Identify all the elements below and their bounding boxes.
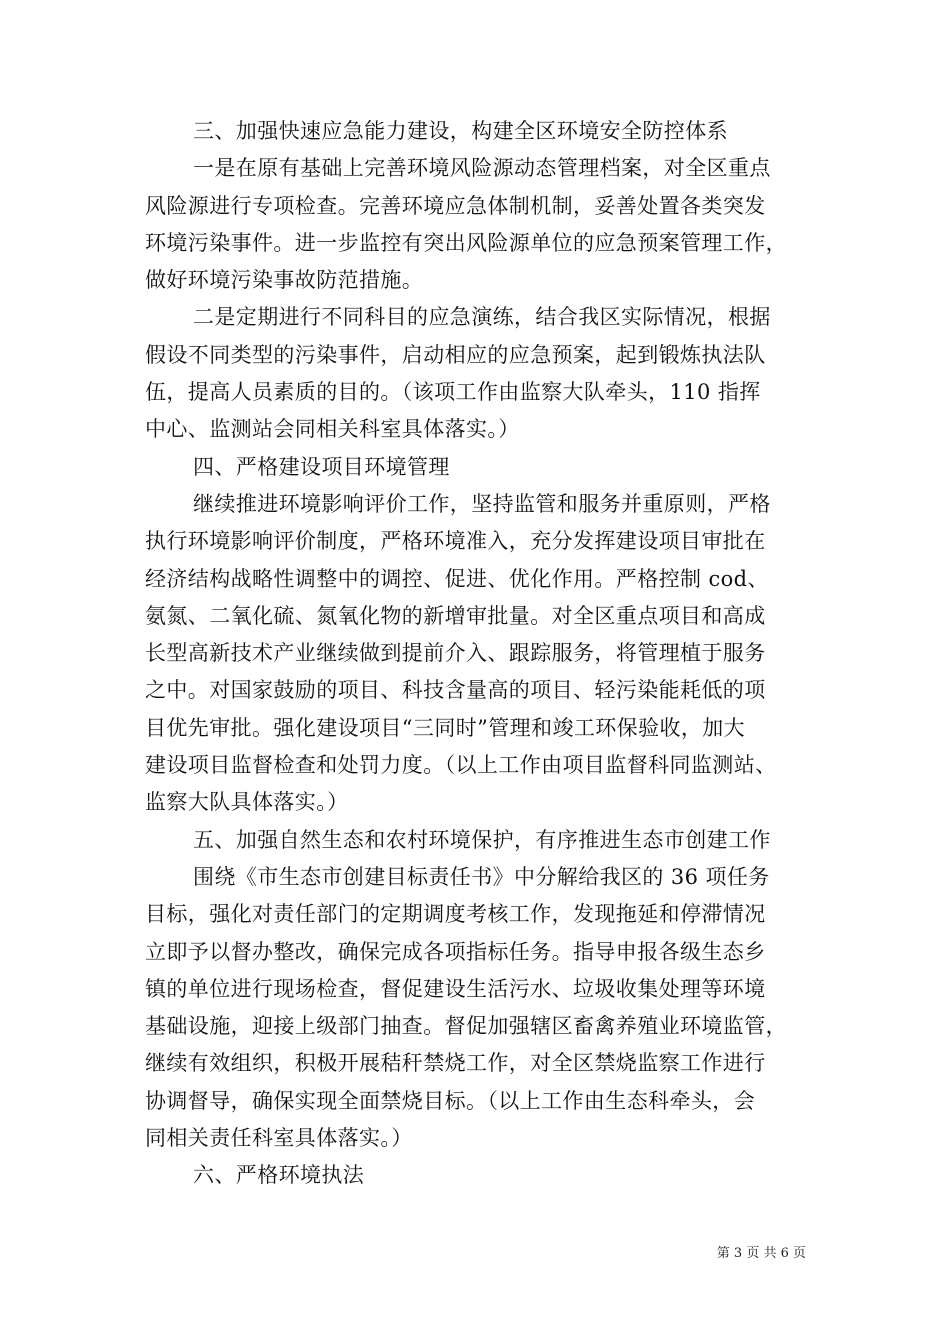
text-line: 一是在原有基础上完善环境风险源动态管理档案，对全区重点 <box>193 156 771 181</box>
text-line: 假设不同类型的污染事件，启动相应的应急预案，起到锻炼执法队 <box>145 342 766 367</box>
text-line: 长型高新技术产业继续做到提前介入、跟踪服务，将管理植于服务 <box>145 641 766 666</box>
text-line: 同相关责任科室具体落实。） <box>145 1126 413 1151</box>
text-line: 目优先审批。强化建设项目“三同时”管理和竣工环保验收，加大 <box>145 715 746 740</box>
text-line: 环境污染事件。进一步监控有突出风险源单位的应急预案管理工作， <box>145 230 787 255</box>
text-line: 之中。对国家鼓励的项目、科技含量高的项目、轻污染能耗低的项 <box>145 678 766 703</box>
text-line: 伍，提高人员素质的目的。（该项工作由监察大队牵头，110 指挥 <box>145 380 761 405</box>
text-line: 五、加强自然生态和农村环境保护，有序推进生态市创建工作 <box>193 827 771 852</box>
text-line: 建设项目监督检查和处罚力度。（以上工作由项目监督科同监测站、 <box>145 753 777 778</box>
text-line: 四、严格建设项目环境管理 <box>193 454 450 479</box>
text-line: 基础设施，迎接上级部门抽查。督促加强辖区畜禽养殖业环境监管， <box>145 1014 787 1039</box>
text-line: 执行环境影响评价制度，严格环境准入，充分发挥建设项目审批在 <box>145 529 766 554</box>
text-line: 围绕《市生态市创建目标责任书》中分解给我区的 36 项任务 <box>193 864 770 889</box>
page-number-footer: 第 3 页 共 6 页 <box>716 1246 806 1261</box>
text-line: 监察大队具体落实。） <box>145 790 349 815</box>
text-line: 目标，强化对责任部门的定期调度考核工作，发现拖延和停滞情况 <box>145 902 766 927</box>
text-line: 协调督导，确保实现全面禁烧目标。（以上工作由生态科牵头，会 <box>145 1088 756 1113</box>
text-line: 六、严格环境执法 <box>193 1163 365 1188</box>
text-line: 镇的单位进行现场检查，督促建设生活污水、垃圾收集处理等环境 <box>145 976 766 1001</box>
document-body <box>145 113 813 1195</box>
text-line: 继续推进环境影响评价工作，坚持监管和服务并重原则，严格 <box>193 491 771 516</box>
text-line: 中心、监测站会同相关科室具体落实。） <box>145 417 520 442</box>
text-line: 风险源进行专项检查。完善环境应急体制机制，妥善处置各类突发 <box>145 193 766 218</box>
text-line: 立即予以督办整改，确保完成各项指标任务。指导申报各级生态乡 <box>145 939 766 964</box>
text-line: 三、加强快速应急能力建设，构建全区环境安全防控体系 <box>193 119 728 143</box>
text-line: 经济结构战略性调整中的调控、促进、优化作用。严格控制 cod、 <box>145 566 769 591</box>
text-line: 氨氮、二氧化硫、氮氧化物的新增审批量。对全区重点项目和高成 <box>145 603 766 628</box>
text-line: 继续有效组织，积极开展秸秆禁烧工作，对全区禁烧监察工作进行 <box>145 1051 766 1076</box>
text-line: 二是定期进行不同科目的应急演练，结合我区实际情况，根据 <box>193 305 771 330</box>
text-line: 做好环境污染事故防范措施。 <box>145 268 424 293</box>
